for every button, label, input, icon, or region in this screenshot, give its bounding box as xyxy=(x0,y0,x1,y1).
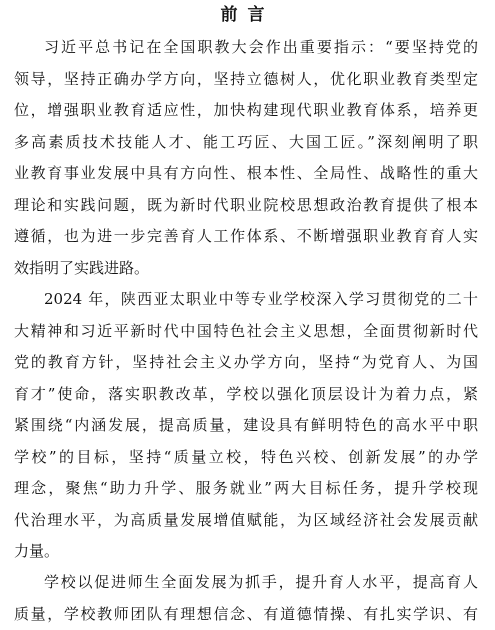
paragraph-line: 业教育事业发展中具有方向性、根本性、全局性、战略性的重大 xyxy=(14,158,478,190)
paragraph-line: 育才”使命，落实职教改革，学校以强化顶层设计为着力点，紧 xyxy=(14,379,478,411)
paragraph-line: 代治理水平，为高质量发展增值赋能，为区域经济社会发展贡献 xyxy=(14,505,478,537)
paragraph-line: 党的教育方针，坚持社会主义办学方向，坚持“为党育人、为国 xyxy=(14,347,478,379)
paragraph-line: 效指明了实践进路。 xyxy=(14,253,478,285)
paragraph-line: 领导，坚持正确办学方向，坚持立德树人，优化职业教育类型定 xyxy=(14,64,478,96)
paragraph-3 xyxy=(14,567,478,630)
paragraph-line: 大精神和习近平新时代中国特色社会主义思想，全面贯彻新时代 xyxy=(14,316,478,348)
paragraph-2 xyxy=(14,284,478,568)
paragraph-line: 学校以促进师生全面发展为抓手，提升育人水平，提高育人 xyxy=(14,567,478,599)
paragraph-1 xyxy=(14,32,478,284)
paragraph-line: 理念，聚焦“助力升学、服务就业”两大目标任务，提升学校现 xyxy=(14,473,478,505)
page-title: 前言 xyxy=(0,4,495,26)
paragraph-line: 习近平总书记在全国职教大会作出重要指示：“要坚持党的 xyxy=(14,32,478,64)
paragraph-line: 遵循，也为进一步完善育人工作体系、不断增强职业教育育人实 xyxy=(14,221,478,253)
paragraph-line: 位，增强职业教育适应性，加快构建现代职业教育体系，培养更 xyxy=(14,95,478,127)
paragraph-line: 质量，学校教师团队有理想信念、有道德情操、有扎实学识、有 xyxy=(14,599,478,630)
paragraph-line: 2024 年，陕西亚太职业中等专业学校深入学习贯彻党的二十 xyxy=(14,284,478,316)
paragraph-line: 学校”的目标，坚持“质量立校，特色兴校、创新发展”的办学 xyxy=(14,442,478,474)
paragraph-line: 理论和实践问题，既为新时代职业院校思想政治教育提供了根本 xyxy=(14,190,478,222)
paragraph-line: 力量。 xyxy=(14,536,478,568)
paragraph-line: 紧围绕“内涵发展，提高质量，建设具有鲜明特色的高水平中职 xyxy=(14,410,478,442)
paragraph-line: 多高素质技术技能人才、能工巧匠、大国工匠。”深刻阐明了职 xyxy=(14,127,478,159)
